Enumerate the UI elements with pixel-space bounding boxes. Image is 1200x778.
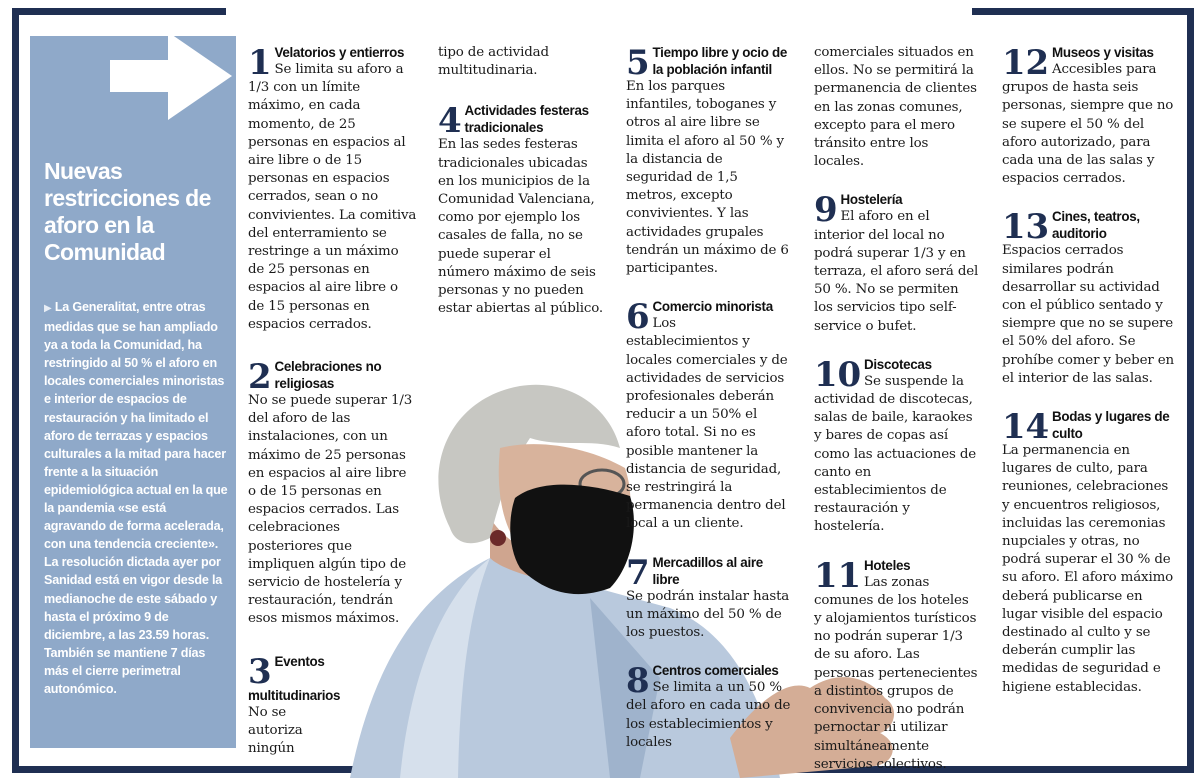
item-heading: Velatorios y entierros — [274, 45, 405, 60]
item-text: El aforo en el interior del local no podrá superar 1/3 y en terraza, el aforo será del 50 %. No se permiten los servicios tipo self-service o bufet. — [814, 209, 979, 334]
item-number: 3 — [248, 651, 272, 692]
sidebar-body-text: La Generalitat, entre otras medidas que se han ampliado ya a toda la Comunidad, ha restringido al 50 % el aforo en locales comerciales minoristas e interior de espacios de restauración y ha limitado el aforo de terrazas y espacios culturales a la mitad para hacer frente a la situación epidemiológica actual en la que la pandemia «se está agravando de forma acelerada, con una tendencia creciente». La resolución dictada ayer por Sanidad está en vigor desde la medianoche de este sábado y hasta el próximo 9 de diciembre, a las 23.59 horas. También se mantiene 7 días más el cierre perimetral autonómico. — [44, 300, 228, 696]
item-number: 1 — [248, 43, 272, 83]
item-11 — [814, 557, 980, 774]
item-text-continued: comerciales situados en ellos. No se permitirá la permanencia de clientes en las zonas comunes, excepto para el mero tránsito entre los locales. — [814, 45, 977, 170]
item-5 — [626, 44, 792, 278]
item-heading: Mercadillos al aire libre — [652, 554, 763, 587]
item-text: Se podrán instalar hasta un máximo del 50 % de los puestos. — [626, 588, 790, 641]
item-2 — [248, 358, 418, 629]
item-heading: Centros comerciales — [652, 663, 779, 679]
item-number: 11 — [814, 555, 862, 596]
item-10 — [814, 356, 980, 537]
frame-top-right-bar — [972, 8, 1194, 15]
item-text-continued: tipo de actividad multitudinaria. — [438, 45, 549, 79]
item-text: Se limita su aforo a 1/3 con un límite máximo, en cada momento, de 25 personas en espacios al aire libre o de 15 personas en espacios cerrados, sean o no convivientes. La comitiva del enterramiento se restringe a un máximo de 25 personas en espacios al aire libre o de 15 personas en espacios cerrados. — [248, 62, 417, 332]
column-1 — [248, 44, 418, 758]
item-text: Accesibles para grupos de hasta seis personas, siempre que no se supere el 50 % del aforo autorizado, para cada una de las salas y espacios cerrados. — [1002, 62, 1174, 187]
item-1 — [248, 44, 418, 334]
item-heading: Bodas y lugares de culto — [1052, 409, 1170, 442]
item-number: 5 — [626, 43, 650, 83]
item-text: No se puede superar 1/3 del aforo de las instalaciones, con un máximo de 25 personas en espacios al aire libre o de 15 personas en espacios cerrados. Las celebraciones posteriores que impliquen algún tipo de servicio de hostelería y restauración, tendrán esos mismos máximos. — [248, 393, 413, 627]
item-text: Espacios cerrados similares podrán desarrollar su actividad con el público sentado y siempre que no se supere el 50% del aforo. Se prohíbe comer y beber en el interior de las salas. — [1002, 243, 1174, 386]
item-6 — [626, 298, 792, 533]
item-heading: Hostelería — [840, 192, 903, 208]
item-text: Los establecimientos y locales comerciales y de actividades de servicios profesionales deberán reducir a un 50% el aforo total. Si no es posible mantener la distancia de seguridad, se restringirá la permanencia dentro del local a un cliente. — [626, 316, 788, 532]
item-13 — [1002, 208, 1174, 388]
item-number: 8 — [626, 661, 650, 702]
item-text: Se limita a un 50 % del aforo en cada uno de los establecimientos y locales — [626, 680, 791, 750]
column-5 — [1002, 44, 1174, 697]
item-text: En las sedes festeras tradicionales ubicadas en los municipios de la Comunidad Valenciana, como por ejemplo los casales de falla, no se puede superar el número máximo de seis personas y no pueden estar abiertas al público. — [438, 137, 604, 317]
item-text: Se suspende la actividad de discotecas, salas de baile, karaokes y bares de copas así como las actuaciones de canto en establecimientos de restauración y hostelería. — [814, 373, 977, 535]
item-8 — [626, 662, 792, 752]
item-number: 13 — [1002, 207, 1050, 248]
item-number: 7 — [626, 552, 650, 593]
item-number: 12 — [1002, 43, 1050, 83]
column-2 — [438, 44, 606, 318]
item-4 — [438, 102, 606, 318]
triangle-bullet-icon: ▶ — [44, 303, 52, 314]
item-heading: Discotecas — [864, 356, 932, 372]
item-heading: Museos y visitas — [1052, 45, 1154, 60]
item-number: 6 — [626, 297, 650, 338]
frame-top-left-bar — [12, 8, 226, 15]
item-number: 14 — [1002, 407, 1050, 448]
frame-left-bar — [12, 8, 19, 773]
item-9 — [814, 191, 980, 335]
sidebar-body — [44, 298, 228, 698]
item-heading: Cines, teatros, auditorio — [1052, 209, 1140, 242]
item-14 — [1002, 408, 1174, 697]
item-number: 9 — [814, 190, 838, 231]
item-heading: Comercio minorista — [652, 299, 773, 315]
item-number: 4 — [438, 101, 462, 142]
column-3 — [626, 44, 792, 752]
item-heading: Actividades festeras tradicionales — [464, 103, 589, 136]
item-text: En los parques infantiles, toboganes y otros al aire libre se limita el aforo al 50 % y la distancia de seguridad de 1,5 metros, excepto convivientes. Y las actividades grupales tendrán un máximo de 6 participantes. — [626, 79, 789, 277]
item-text: Las zonas comunes de los hoteles y alojamientos turísticos no podrán superar 1/3 de su aforo. Las personas pertenecientes a distintos grupos de convivencia no podrán pernoctar ni utilizar simultáneamente servicios colectivos. — [814, 574, 978, 772]
item-text: La permanencia en lugares de culto, para reuniones, celebraciones y encuentros religiosos, incluidas las ceremonias nupciales y otras, no podrá superar el 30 % de su aforo. El aforo máximo deberá publicarse en lugar visible del espacio destinado al culto y se deberán cumplir las medidas de seguridad e higiene establecidas. — [1002, 443, 1174, 695]
item-text: No se autoriza ningún — [248, 704, 303, 757]
sidebar-title: Nuevas restricciones de aforo en la Comunidad — [44, 158, 211, 265]
item-12 — [1002, 44, 1174, 188]
frame-right-bar — [1187, 8, 1194, 773]
item-heading: Eventos multitudinarios — [248, 653, 341, 703]
item-number: 2 — [248, 357, 272, 398]
item-7 — [626, 554, 792, 643]
item-number: 10 — [814, 354, 862, 395]
item-3 — [248, 653, 340, 759]
item-heading: Celebraciones no religiosas — [274, 359, 382, 392]
arrow-right-icon — [80, 28, 236, 124]
item-heading: Tiempo libre y ocio de la población infantil — [652, 45, 788, 77]
column-4 — [814, 44, 980, 774]
item-heading: Hoteles — [864, 557, 911, 573]
